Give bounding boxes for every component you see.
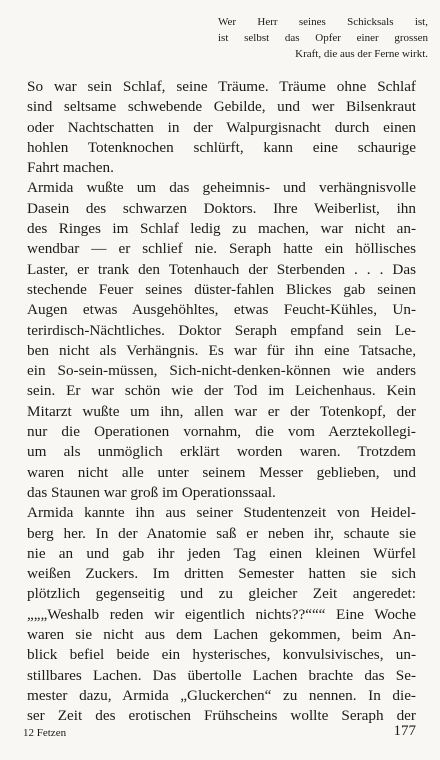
page-footer bbox=[23, 723, 416, 745]
text-line: Augen etwas Ausgehöhltes, etwas Feucht-Kühles, Un- bbox=[27, 301, 416, 319]
printer-signature: 12 Fetzen bbox=[23, 727, 67, 739]
text-line: waren sie nicht aus dem Lachen gekommen, beim An- bbox=[27, 626, 416, 644]
text-line: terirdisch-Nächtliches. Doktor Seraph empfand sein Le- bbox=[27, 321, 416, 339]
text-line: stechende Feuer seines düster-fahlen Blickes gab seinen bbox=[27, 280, 416, 298]
text-line: sind seltsame schwebende Gebilde, und wer Bilsenkraut bbox=[27, 98, 416, 116]
page-number: 177 bbox=[393, 723, 416, 739]
epigraph-line: Wer Herr seines Schicksals ist, bbox=[218, 16, 428, 28]
text-line: stillbares Lachen. Das übertolle Lachen brachte das Se- bbox=[27, 666, 416, 684]
text-line: plötzlich gegenseitig und zu gleicher Zeit angeredet: bbox=[27, 585, 416, 603]
text-line: So war sein Schlaf, seine Träume. Träume ohne Schlaf bbox=[27, 78, 416, 95]
text-line: waren nicht alle unter seinem Messer geblieben, und bbox=[27, 463, 416, 481]
epigraph-line: Kraft, die aus der Ferne wirkt. bbox=[295, 48, 428, 60]
text-line: Armida wußte um das geheimnis- und verhängnisvolle bbox=[27, 179, 416, 197]
text-line: ein So-sein-müssen, Sich-nicht-denken-können wie anders bbox=[27, 362, 416, 380]
text-line: Armida kannte ihn aus seiner Studentenzeit von Heidel- bbox=[27, 504, 416, 522]
epigraph-line: ist selbst das Opfer einer grossen bbox=[218, 32, 428, 44]
text-line: ben nicht als Verhängnis. Es war für ihn eine Tatsache, bbox=[27, 341, 416, 359]
text-line: Dasein des schwarzen Doktors. Ihre Weiberlist, ihn bbox=[27, 199, 416, 217]
text-line: nur die Operationen vornahm, die vom Aerztekollegi- bbox=[27, 423, 416, 441]
text-line: „„„Weshalb reden wir eigentlich nichts??“““ Eine Woche bbox=[27, 605, 416, 623]
text-line: Fahrt machen. bbox=[27, 159, 114, 177]
text-line: nie an und gab ihr jeden Tag einen kleinen Würfel bbox=[27, 544, 416, 562]
text-line: Mitarzt wußte um ihn, allen war er der Totenkopf, der bbox=[27, 402, 416, 420]
text-line: wendbar — er schlief nie. Seraph hatte ein höllisches bbox=[27, 240, 416, 258]
text-line: berg her. In der Anatomie saß er neben ihr, schaute sie bbox=[27, 524, 416, 542]
text-line: das Staunen war groß im Operationssaal. bbox=[27, 483, 276, 501]
text-line: mester dazu, Armida „Gluckerchen“ zu nennen. In die- bbox=[27, 686, 416, 704]
body-text bbox=[27, 77, 416, 727]
text-line: hohlen Totenknochen schlürft, kann eine schaurige bbox=[27, 138, 416, 156]
text-line: oder Nachtschatten in der Walpurgisnacht durch einen bbox=[27, 118, 416, 136]
epigraph bbox=[218, 14, 428, 62]
text-line: blick befiel beide ein hysterisches, konvulsivisches, un- bbox=[27, 646, 416, 664]
text-line: um als unmöglich erklärt worden waren. Trotzdem bbox=[27, 443, 416, 461]
text-line: Laster, er trank den Totenhauch der Sterbenden . . . Das bbox=[27, 260, 416, 278]
text-line: weißen Zuckers. Im dritten Semester hatten sie sich bbox=[27, 565, 416, 583]
text-line: ser Zeit des erotischen Frühscheins wollte Seraph der bbox=[27, 707, 416, 725]
text-line: des Ringes im Schlaf ledig zu machen, war nicht an- bbox=[27, 220, 416, 238]
text-line: sein. Er war schön wie der Tod im Leichenhaus. Kein bbox=[27, 382, 416, 400]
